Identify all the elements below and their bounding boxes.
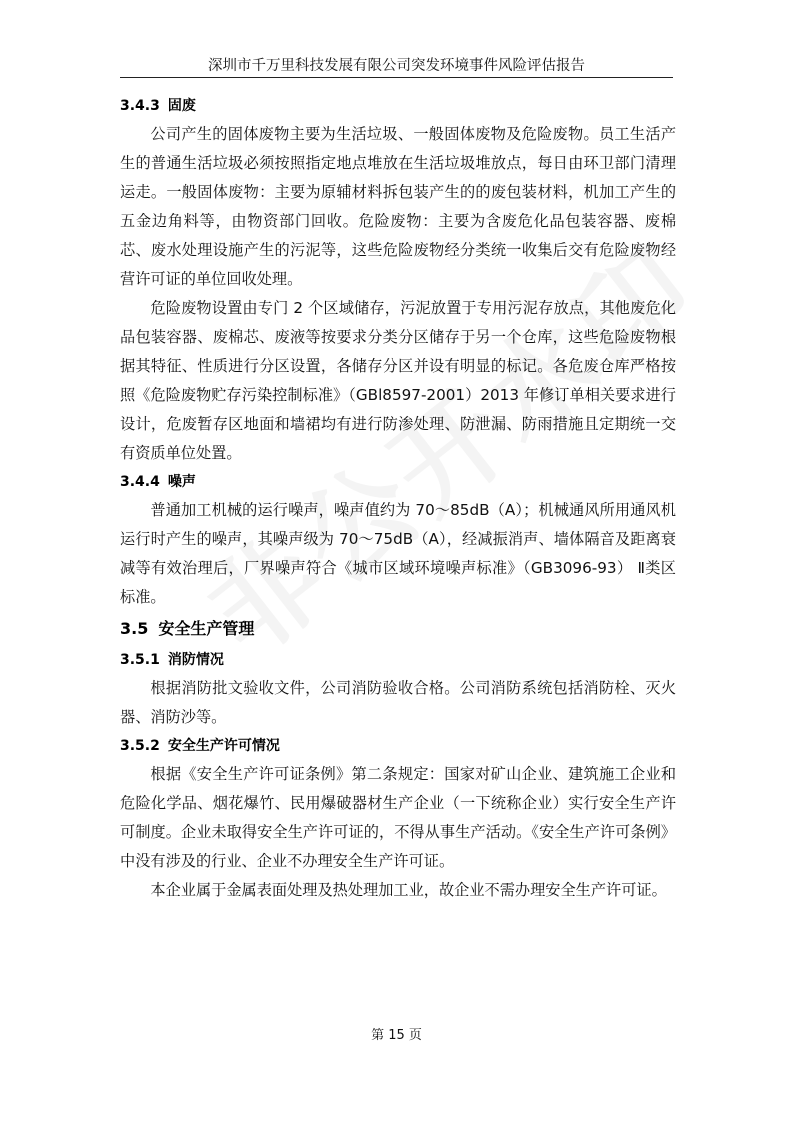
section-number: 3.4.3: [120, 98, 160, 114]
section-heading-3-5-1: [120, 646, 676, 674]
section-title: 安全生产许可情况: [167, 738, 280, 754]
paragraph: 本企业属于金属表面处理及热处理加工业，故企业不需办理安全生产许可证。: [150, 881, 667, 899]
section-heading-3-4-4: [120, 468, 676, 496]
section-heading-3-4-3: [120, 92, 676, 120]
section-heading-3-5: [120, 612, 676, 646]
section-number: 3.5.1: [120, 652, 160, 668]
section-title: 安全生产管理: [158, 619, 255, 638]
paragraph: 根据消防批文验收文件，公司消防验收合格。公司消防系统包括消防栓、灭火器、消防沙等。: [120, 679, 676, 726]
paragraph: 公司产生的固体废物主要为生活垃圾、一般固体废物及危险废物。员工生活产生的普通生活垃圾必须按照指定地点堆放在生活垃圾堆放点，每日由环卫部门清理运走。一般固体废物：主要为原辅材料拆包装产生的的废包装材料，机加工产生的五金边角料等，由物资部门回收。危险废物：主要为含废危化品包装容器、废棉芯、废水处理设施产生的污泥等，这些危险废物经分类统一收集后交有危险废物经营许可证的单位回收处理。: [120, 125, 676, 288]
section-number: 3.5.2: [120, 738, 160, 754]
section-heading-3-5-2: [120, 732, 676, 760]
header-divider: [120, 77, 673, 78]
section-title: 固废: [167, 98, 196, 114]
section-number: 3.4.4: [120, 474, 160, 490]
page-header-title: 深圳市千万里科技发展有限公司突发环境事件风险评估报告: [208, 58, 585, 74]
section-title: 消防情况: [167, 652, 224, 668]
paragraph: 根据《安全生产许可证条例》第二条规定：国家对矿山企业、建筑施工企业和危险化学品、烟花爆竹、民用爆破器材生产企业（一下统称企业）实行安全生产许可制度。企业未取得安全生产许可证的，不得从事生产活动。《安全生产许可条例》中没有涉及的行业、企业不办理安全生产许可证。: [120, 765, 676, 870]
page-number: 第 15 页: [371, 1028, 422, 1043]
section-number: 3.5: [120, 619, 149, 638]
document-body: [120, 92, 676, 905]
paragraph: 危险废物设置由专门 2 个区域储存，污泥放置于专用污泥存放点，其他废危化品包装容器、废棉芯、废液等按要求分类分区储存于另一个仓库，这些危险废物根据其特征、性质进行分区设置，各储存分区并设有明显的标记。各危废仓库严格按照《危险废物贮存污染控制标准》（GBl8597-2001）2013 年修订单相关要求进行设计，危废暂存区地面和墙裙均有进行防渗处理、防泄漏、防雨措施且定期统一交有资质单位处置。: [120, 299, 676, 462]
paragraph: 普通加工机械的运行噪声，噪声值约为 70～85dB（A）；机械通风所用通风机运行时产生的噪声，其噪声级为 70～75dB（A），经减振消声、墙体隔音及距离衰减等有效治理后，厂界噪声符合《城市区域环境噪声标准》（GB3096-93） Ⅱ类区标准。: [120, 501, 676, 606]
section-title: 噪声: [167, 474, 196, 490]
